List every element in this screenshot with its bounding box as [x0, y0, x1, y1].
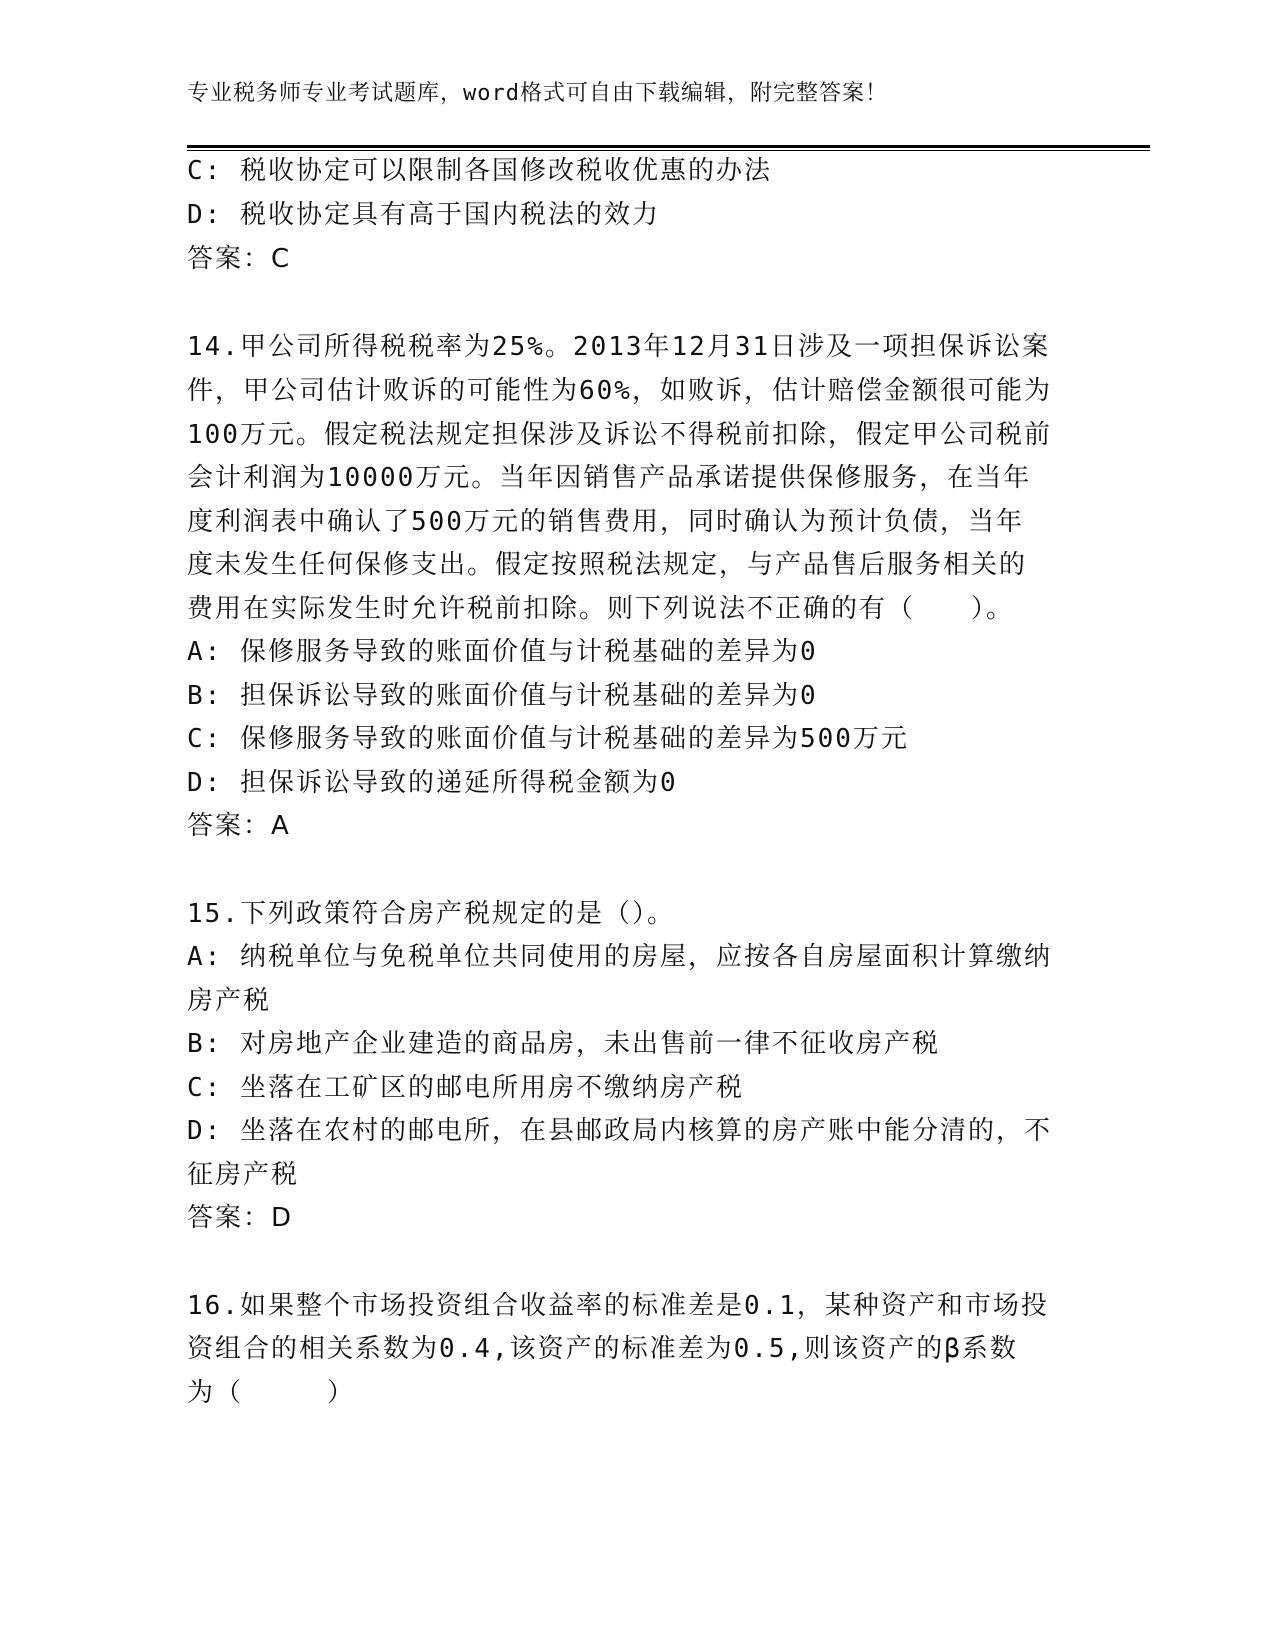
q13-answer: 答案：C	[187, 244, 292, 274]
q14-stem-line: 100万元。假定税法规定担保涉及诉讼不得税前扣除，假定甲公司税前	[187, 420, 1052, 450]
q16-stem-line: 资组合的相关系数为0.4,该资产的标准差为0.5,则该资产的β系数	[187, 1334, 1018, 1364]
q16-stem-line: 16.如果整个市场投资组合收益率的标准差是0.1，某种资产和市场投	[187, 1291, 1049, 1321]
q13-option-d: D: 税收协定具有高于国内税法的效力	[187, 200, 660, 230]
q14-option-a: A: 保修服务导致的账面价值与计税基础的差异为0	[187, 637, 818, 667]
header-rule	[187, 145, 1150, 151]
q14-stem-line: 度利润表中确认了500万元的销售费用，同时确认为预计负债，当年	[187, 507, 1024, 537]
q15-option-d-line: 征房产税	[187, 1160, 300, 1190]
q15-option-b: B: 对房地产企业建造的商品房，未出售前一律不征收房产税	[187, 1029, 940, 1059]
q16-stem-line: 为（ ）	[187, 1378, 356, 1408]
q14-option-d: D: 担保诉讼导致的递延所得税金额为0	[187, 768, 678, 798]
q14-stem-line: 会计利润为10000万元。当年因销售产品承诺提供保修服务，在当年	[187, 463, 1032, 493]
q15-stem: 15.下列政策符合房产税规定的是（）。	[187, 899, 675, 929]
q15-option-a-line: A: 纳税单位与免税单位共同使用的房屋，应按各自房屋面积计算缴纳	[187, 942, 1052, 972]
q14-answer: 答案：A	[187, 811, 291, 841]
q14-stem-line: 度未发生任何保修支出。假定按照税法规定，与产品售后服务相关的	[187, 550, 1028, 580]
q15-answer: 答案：D	[187, 1203, 294, 1233]
q14-stem-line: 费用在实际发生时允许税前扣除。则下列说法不正确的有（ ）。	[187, 594, 1015, 624]
q15-option-d-line: D: 坐落在农村的邮电所，在县邮政局内核算的房产账中能分清的，不	[187, 1116, 1052, 1146]
q14-stem-line: 件，甲公司估计败诉的可能性为60%，如败诉，估计赔偿金额很可能为	[187, 376, 1052, 406]
q14-option-c: C: 保修服务导致的账面价值与计税基础的差异为500万元	[187, 724, 909, 754]
q15-option-a-line: 房产税	[187, 986, 272, 1016]
q13-option-c: C: 税收协定可以限制各国修改税收优惠的办法	[187, 156, 772, 186]
q14-option-b: B: 担保诉讼导致的账面价值与计税基础的差异为0	[187, 681, 818, 711]
q15-option-c: C: 坐落在工矿区的邮电所用房不缴纳房产税	[187, 1073, 744, 1103]
q14-stem-line: 14.甲公司所得税税率为25%。2013年12月31日涉及一项担保诉讼案	[187, 332, 1051, 362]
page-header: 专业税务师专业考试题库，word格式可自由下载编辑，附完整答案！	[187, 81, 888, 106]
